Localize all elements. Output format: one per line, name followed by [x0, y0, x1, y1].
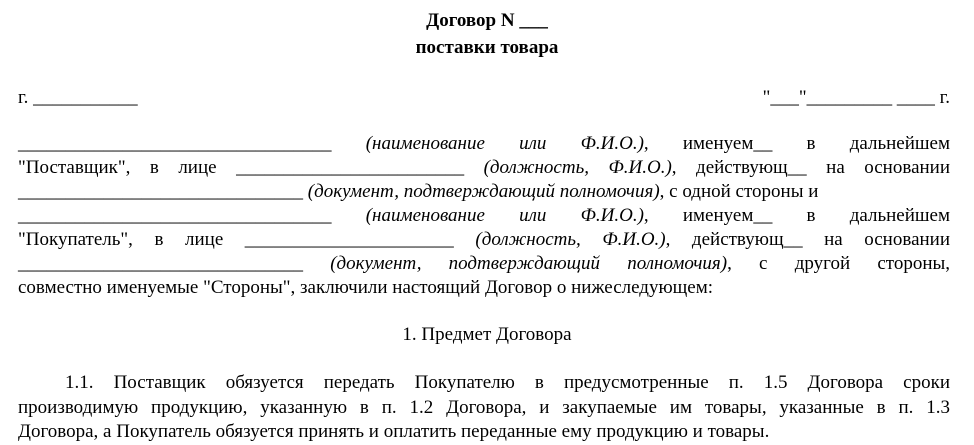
preamble-line-2: "Поставщик", в лице ________________________ (должность, Ф.И.О.), действующ__ на основании	[18, 157, 951, 178]
preamble-line-6: ______________________________ (документ, подтверждающий полномочия), с другой стороны,	[18, 253, 950, 274]
preamble-line-7: совместно именуемые "Стороны", заключили настоящий Договор о нижеследующем:	[18, 277, 714, 298]
city-field: г. ___________	[18, 87, 138, 108]
preamble-line-4: _________________________________ (наименование или Ф.И.О.), именуем__ в дальнейшем	[18, 205, 950, 226]
clause-1-1-line-3: Договора, а Покупатель обязуется принять и оплатить переданные ему продукцию и товары.	[18, 421, 770, 442]
clause-1-1-line-1: 1.1. Поставщик обязуется передать Покупателю в предусмотренные п. 1.5 Договора сроки	[65, 372, 950, 393]
section-heading: 1. Предмет Договора	[402, 324, 572, 345]
clause-1-1-line-2: производимую продукцию, указанную в п. 1.2 Договора, и закупаемые им товары, указанные в п. 1.3	[18, 397, 950, 418]
date-field: "___"_________ ____ г.	[762, 87, 950, 108]
preamble-line-1: _________________________________ (наименование или Ф.И.О.), именуем__ в дальнейшем	[18, 133, 950, 154]
document-title: Договор N ___	[426, 10, 548, 31]
preamble-line-5: "Покупатель", в лице ______________________ (должность, Ф.И.О.), действующ__ на основании	[18, 229, 951, 250]
preamble-line-3: ______________________________ (документ, подтверждающий полномочия), с одной стороны и	[18, 181, 819, 202]
document-subtitle: поставки товара	[415, 37, 559, 58]
